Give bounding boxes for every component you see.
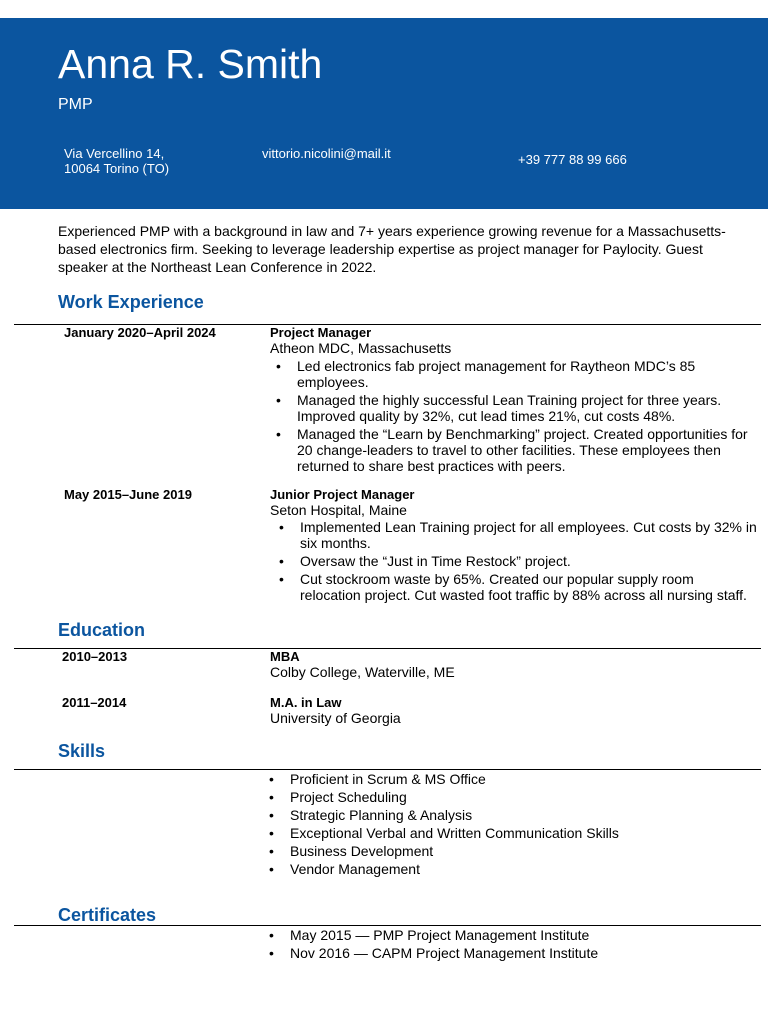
education-degree: MBA — [270, 649, 300, 664]
job-title: Junior Project Manager — [270, 487, 415, 502]
list-item: • Oversaw the “Just in Time Restock” project. — [300, 553, 758, 569]
address-line-1: Via Vercellino 14, — [64, 146, 165, 161]
job-dates: May 2015–June 2019 — [64, 487, 192, 502]
education-school: Colby College, Waterville, ME — [270, 664, 455, 680]
list-item: • Exceptional Verbal and Written Communication Skills — [290, 825, 750, 841]
list-item: • Vendor Management — [290, 861, 750, 877]
education-school: University of Georgia — [270, 710, 401, 726]
address-line-2: 10064 Torino (TO) — [64, 161, 170, 176]
list-item: • Implemented Lean Training project for all employees. Cut costs by 32% in six months. — [300, 519, 758, 551]
list-item: • Nov 2016 — CAPM Project Management Institute — [290, 945, 750, 961]
list-item: • Managed the “Learn by Benchmarking” project. Created opportunities for 20 change-leaders to travel to other facilities. These employees then returned to share best practices with peers. — [297, 426, 757, 474]
education-dates: 2011–2014 — [62, 695, 127, 710]
certificates-list — [290, 927, 750, 963]
skills-list — [290, 771, 750, 879]
job-bullets — [297, 358, 757, 476]
list-item: • Business Development — [290, 843, 750, 859]
education-dates: 2010–2013 — [62, 649, 128, 664]
list-item: • Strategic Planning & Analysis — [290, 807, 750, 823]
divider — [14, 769, 761, 770]
address — [64, 146, 169, 176]
phone[interactable]: +39 777 88 99 666 — [518, 152, 627, 167]
list-item: • Cut stockroom waste by 65%. Created our popular supply room relocation project. Cut wasted foot traffic by 88% across all nursing staff. — [300, 571, 758, 603]
section-title-education: Education — [58, 620, 146, 640]
section-title-certificates: Certificates — [58, 905, 157, 925]
job-company: Seton Hospital, Maine — [270, 502, 407, 518]
section-title-work: Work Experience — [58, 292, 204, 312]
candidate-name: Anna R. Smith — [58, 41, 323, 87]
list-item: • Proficient in Scrum & MS Office — [290, 771, 750, 787]
divider — [14, 925, 761, 926]
list-item: • Project Scheduling — [290, 789, 750, 805]
list-item: • May 2015 — PMP Project Management Institute — [290, 927, 750, 943]
job-dates: January 2020–April 2024 — [64, 325, 216, 340]
list-item: • Led electronics fab project management for Raytheon MDC’s 85 employees. — [297, 358, 757, 390]
candidate-credential: PMP — [58, 96, 93, 113]
education-degree: M.A. in Law — [270, 695, 342, 710]
job-bullets — [300, 519, 758, 605]
job-title: Project Manager — [270, 325, 372, 340]
section-title-skills: Skills — [58, 741, 106, 761]
email[interactable]: vittorio.nicolini@mail.it — [262, 146, 391, 161]
job-company: Atheon MDC, Massachusetts — [270, 340, 452, 356]
list-item: • Managed the highly successful Lean Training project for three years. Improved quality by 32%, cut lead times 21%, cut costs 48%. — [297, 392, 757, 424]
resume-header — [0, 18, 768, 209]
summary-paragraph: Experienced PMP with a background in law and 7+ years experience growing revenue for a Massachusetts-based electronics firm. Seeking to leverage leadership expertise as project manager for Paylocity. Guest speaker at the Northeast Lean Conference in 2022. — [58, 223, 726, 275]
